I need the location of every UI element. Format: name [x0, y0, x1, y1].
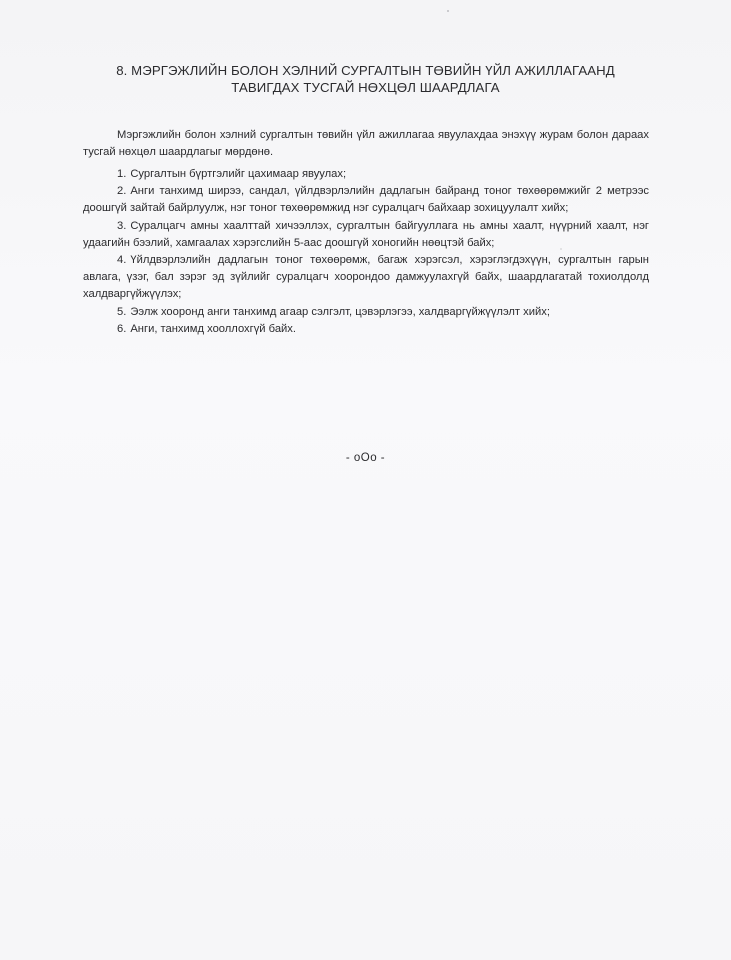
- heading-line-1: 8. МЭРГЭЖЛИЙН БОЛОН ХЭЛНИЙ СУРГАЛТЫН ТӨВИЙН ҮЙЛ АЖИЛЛАГААНД: [116, 63, 615, 78]
- item-text: Анги танхимд ширээ, сандал, үйлдвэрлэлийн дадлагын байранд тоног төхөөрөмжийг 2 метрээс доошгүй зайтай байрлуулж, нэг тоног төхөөрөмжид нэг суралцагч байхаар зохицуулалт хийх;: [83, 185, 649, 215]
- item-number: 5.: [117, 305, 127, 318]
- item-text: Суралцагч амны хаалттай хичээллэх, сургалтын байгууллага нь амны хаалт, нүүрний хаалт, нэг удаагийн бээлий, хамгаалах хэрэгслийн 5-аас доошгүй хоногийн нөөцтэй байх;: [83, 219, 649, 249]
- list-item: [83, 166, 649, 183]
- item-text: Анги, танхимд хооллохгүй байх.: [130, 322, 296, 335]
- requirements-list: [83, 166, 649, 338]
- item-text: Ээлж хооронд анги танхимд агаар сэлгэлт, цэвэрлэгээ, халдваргүйжүүлэлт хийх;: [130, 305, 550, 318]
- intro-paragraph: Мэргэжлийн болон хэлний сургалтын төвийн үйл ажиллагаа явуулахдаа энэхүү журам болон дараах тусгай нөхцөл шаардлагыг мөрдөнө.: [83, 129, 649, 159]
- list-item: [83, 218, 649, 252]
- list-item: [83, 252, 649, 304]
- list-item: [83, 321, 649, 338]
- list-item: [83, 304, 649, 321]
- item-number: 4.: [117, 254, 127, 267]
- list-item: [83, 183, 649, 217]
- item-number: 2.: [117, 185, 127, 198]
- scan-speck: [447, 10, 449, 12]
- item-number: 1.: [117, 168, 127, 180]
- item-text: Үйлдвэрлэлийн дадлагын тоног төхөөрөмж, багаж хэрэгсэл, хэрэглэгдэхүүн, сургалтын гарын авлага, үзэг, бал зэрэг эд зүйлийг суралцагч хоорондоо дамжуулахгүй байх, шаардлагатай тохиолдолд халдваргүйжүүлэх;: [83, 254, 649, 301]
- item-number: 6.: [117, 322, 127, 335]
- section-heading: [60, 62, 671, 96]
- heading-line-2: ТАВИГДАХ ТУСГАЙ НӨХЦӨЛ ШААРДЛАГА: [231, 80, 500, 95]
- item-number: 3.: [117, 219, 127, 232]
- closing-mark: - oOo -: [345, 452, 386, 464]
- item-text: Сургалтын бүртгэлийг цахимаар явуулах;: [130, 168, 347, 180]
